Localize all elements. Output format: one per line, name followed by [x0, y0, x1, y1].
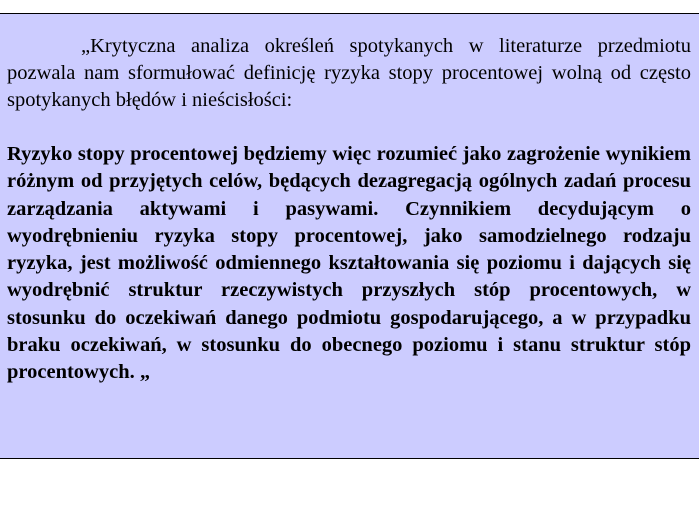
quote-intro-paragraph: „Krytyczna analiza określeń spotykanych w literaturze przedmiotu pozwala nam sformułować definicję ryzyka stopy procentowej wolną od często spotykanych błędów i nieścisłości: [7, 35, 691, 111]
quote-definition-paragraph: Ryzyko stopy procentowej będziemy więc rozumieć jako zagrożenie wynikiem różnym od przyjętych celów, będących dezagregacją ogólnych zadań procesu zarządzania aktywami i pasywami. Czynnikiem decydującym o wyodrębnieniu ryzyka stopy procentowej, jako samodzielnego rodzaju ryzyka, jest możliwość odmiennego kształtowania się poziomu i dających się wyodrębnić struktur rzeczywistych przyszłych stóp procentowych, w stosunku do oczekiwań danego podmiotu gospodarującego, a w przypadku braku oczekiwań, w stosunku do obecnego poziomu i stanu struktur stóp procentowych. „ [7, 143, 691, 384]
quote-box [0, 13, 699, 459]
